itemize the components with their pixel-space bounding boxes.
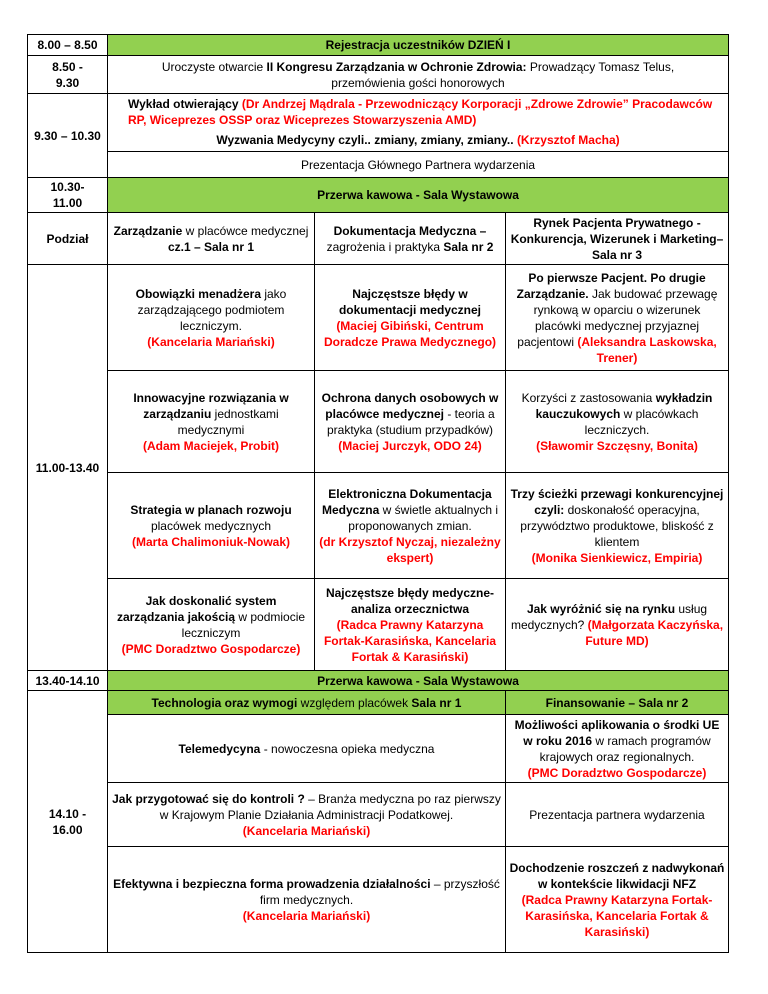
congress-title: II Kongresu Zarządzania w Ochronie Zdrowia: <box>266 59 527 74</box>
time-label: 9.30 <box>55 75 80 90</box>
session-speaker: (Kancelaria Mariański) <box>242 908 371 923</box>
track-3-header <box>506 213 729 265</box>
time-label: 13.40-14.10 <box>35 673 100 688</box>
track-3-subtitle: Konkurencja, Wizerunek i Marketing– <box>510 231 724 246</box>
session-title: Jak wyróżnić się na rynku <box>526 601 676 616</box>
time-cell <box>28 56 108 94</box>
track-2-subtitle: zagrożenia i praktyka <box>326 239 444 254</box>
main-partner-text: Prezentacja Głównego Partnera wydarzenia <box>300 157 536 172</box>
track-1-subtitle: w placówce medycznej <box>182 223 309 238</box>
session-speaker: (Aleksandra Laskowska, Trener) <box>577 334 717 365</box>
track-1-afternoon-room: Sala nr 1 <box>411 695 462 710</box>
session-speaker: (PMC Doradztwo Gospodarcze) <box>527 765 707 780</box>
session-title: Telemedycyna <box>178 741 261 756</box>
session-text: – Branża medyczna po raz pierwszy w Krajowym Planie Działania Administracji Podatkowej. <box>159 791 501 822</box>
track-2-afternoon-header <box>506 691 729 715</box>
coffee-break-cell <box>108 178 729 213</box>
lecture-cell <box>108 94 729 130</box>
opening-host: Prowadzący Tomasz Telus, <box>526 59 675 74</box>
session-cell <box>315 473 506 579</box>
session-speaker: (Maciej Gibiński, Centrum Doradcze Prawa Medycznego) <box>323 318 497 349</box>
track-2-title: Dokumentacja Medyczna – <box>333 223 487 238</box>
opening-subtitle: przemówienia gości honorowych <box>331 75 505 90</box>
session-title: Jak przygotować się do kontroli ? <box>112 791 305 806</box>
time-label: 10.30- <box>50 180 85 194</box>
lecture-speaker: (Dr Andrzej Mądrala - Przewodniczący Korporacji „Zdrowe Zdrowie” Pracodawców RP, Wiceprezes OSSP oraz Wiceprezes Stowarzyszenia AMD) <box>128 96 713 127</box>
time-label: 8.00 – 8.50 <box>37 38 98 52</box>
session-text: Korzyści z zastosowania <box>521 390 656 405</box>
lecture-title: Wykład otwierający <box>128 96 242 111</box>
main-partner-cell <box>108 152 729 178</box>
track-1-title: Zarządzanie <box>113 223 183 238</box>
track-2-afternoon-title: Finansowanie – Sala nr 2 <box>545 695 689 710</box>
registration-cell <box>108 35 729 56</box>
time-label: 16.00 <box>52 822 83 837</box>
session-cell <box>506 473 729 579</box>
session-cell <box>108 715 506 783</box>
session-title: Obowiązki menadżera <box>135 286 261 301</box>
session-cell <box>108 473 315 579</box>
time-cell <box>28 35 108 56</box>
track-2-room: Sala nr 2 <box>443 239 494 254</box>
time-label: 11.00 <box>52 196 83 210</box>
track-1-header <box>108 213 315 265</box>
time-cell <box>28 691 108 953</box>
session-speaker: (Radca Prawny Katarzyna Fortak-Karasińska, Kancelaria Fortak & Karasiński) <box>521 892 713 939</box>
partner-text: Prezentacja partnera wydarzenia <box>529 807 705 822</box>
session-speaker: (Maciej Jurczyk, ODO 24) <box>338 438 482 453</box>
session-title: Najczęstsze błędy w dokumentacji medycznej <box>338 286 482 317</box>
session-text: – przyszłość firm medycznych. <box>259 876 500 907</box>
session-speaker: (Sławomir Szczęsny, Bonita) <box>536 438 698 453</box>
session-title: Efektywna i bezpieczna forma prowadzenia działalności <box>113 876 431 891</box>
time-label: 9.30 – 10.30 <box>34 128 101 143</box>
opening-cell <box>108 56 729 94</box>
time-cell <box>28 178 108 213</box>
session-cell <box>315 579 506 671</box>
session-cell <box>315 371 506 473</box>
schedule-table <box>27 34 729 953</box>
session-text: Jak budować przewagę rynkową w oparciu o wizerunek placówki medycznej przyjaznej pacjentowi <box>517 286 718 349</box>
time-label: 11.00-13.40 <box>35 460 100 475</box>
time-cell <box>28 265 108 671</box>
session-text: w świetle aktualnych i proponowanych zmian. <box>348 502 499 533</box>
talk-title: Wyzwania Medycyny czyli.. zmiany, zmiany, zmiany.. <box>216 133 517 148</box>
session-cell <box>108 371 315 473</box>
division-cell <box>28 213 108 265</box>
session-cell <box>506 371 729 473</box>
session-cell <box>108 265 315 371</box>
session-text: w podmiocie leczniczym <box>181 609 306 640</box>
session-cell <box>506 579 729 671</box>
session-title: Trzy ścieżki przewagi konkurencyjnej czyli: <box>510 486 724 517</box>
talk-speaker: (Krzysztof Macha) <box>516 133 620 148</box>
session-text: jako zarządzającego podmiotem leczniczym. <box>137 286 287 333</box>
session-cell <box>315 265 506 371</box>
session-title: Ochrona danych osobowych w placówce medycznej <box>321 390 499 421</box>
session-speaker: (Radca Prawny Katarzyna Fortak-Karasińska, Kancelaria Fortak & Karasiński) <box>323 617 497 664</box>
session-cell <box>108 579 315 671</box>
talk-cell <box>108 130 729 152</box>
session-speaker: (Marta Chalimoniuk-Nowak) <box>131 534 290 549</box>
session-text: placówek medycznych <box>150 518 272 533</box>
session-speaker: (Kancelaria Mariański) <box>242 823 371 838</box>
session-speaker: (Małgorzata Kaczyńska, Future MD) <box>585 617 724 648</box>
session-text: - teoria a praktyka (studium przypadków) <box>326 406 495 437</box>
session-text: jednostkami medycznymi <box>177 406 279 437</box>
session-title: Możliwości aplikowania o środki UE w roku 2016 <box>514 717 720 748</box>
session-speaker: (Adam Maciejek, Probit) <box>142 438 280 453</box>
coffee-break-text: Przerwa kawowa - Sala Wystawowa <box>317 188 519 202</box>
session-text: doskonałość operacyjna, przywództwo produktowe, bliskość z klientem <box>520 502 714 549</box>
session-speaker: (PMC Doradztwo Gospodarcze) <box>121 641 301 656</box>
track-1-afternoon-subtitle: względem placówek <box>297 695 412 710</box>
session-speaker: (dr Krzysztof Nyczaj, niezależny ekspert) <box>319 534 501 565</box>
track-2-header <box>315 213 506 265</box>
partner-cell <box>506 783 729 847</box>
session-cell <box>506 715 729 783</box>
session-text: - nowoczesna opieka medyczna <box>260 741 435 756</box>
track-3-title: Rynek Pacjenta Prywatnego - <box>533 215 701 230</box>
time-cell <box>28 671 108 691</box>
coffee-break-text: Przerwa kawowa - Sala Wystawowa <box>317 673 519 688</box>
session-title: Najczęstsze błędy medyczne- analiza orzecznictwa <box>325 585 495 616</box>
session-title: Innowacyjne rozwiązania w zarządzaniu <box>133 390 289 421</box>
session-speaker: (Monika Sienkiewicz, Empiria) <box>531 550 703 565</box>
session-title: Jak doskonalić system zarządzania jakością <box>116 593 277 624</box>
session-cell <box>108 847 506 953</box>
session-title: Strategia w planach rozwoju <box>130 502 292 517</box>
track-1-afternoon-header <box>108 691 506 715</box>
session-title: Dochodzenie roszczeń z nadwykonań w kontekście likwidacji NFZ <box>509 860 725 891</box>
session-text: usług medycznych? <box>510 601 708 632</box>
track-1-afternoon-title: Technologia oraz wymogi <box>151 695 298 710</box>
session-cell <box>506 847 729 953</box>
session-text: w ramach programów krajowych oraz regionalnych. <box>539 733 711 764</box>
session-title: Elektroniczna Dokumentacja Medyczna <box>321 486 492 517</box>
session-title: wykładzin kauczukowych <box>535 390 713 421</box>
session-cell <box>108 783 506 847</box>
session-cell <box>506 265 729 371</box>
registration-text: Rejestracja uczestników DZIEŃ I <box>325 38 511 52</box>
opening-text: Uroczyste otwarcie <box>161 59 267 74</box>
time-label: 8.50 - <box>52 59 83 74</box>
session-text: w placówkach leczniczych. <box>584 406 699 437</box>
time-label: 14.10 - <box>48 806 87 821</box>
time-cell <box>28 94 108 178</box>
track-3-room: Sala nr 3 <box>591 247 643 262</box>
session-title: Po pierwsze Pacjent. Po drugie Zarządzanie. <box>516 270 706 301</box>
session-speaker: (Kancelaria Mariański) <box>147 334 275 349</box>
track-1-room: cz.1 – Sala nr 1 <box>167 239 255 254</box>
coffee-break-cell <box>108 671 729 691</box>
division-label: Podział <box>46 231 89 246</box>
